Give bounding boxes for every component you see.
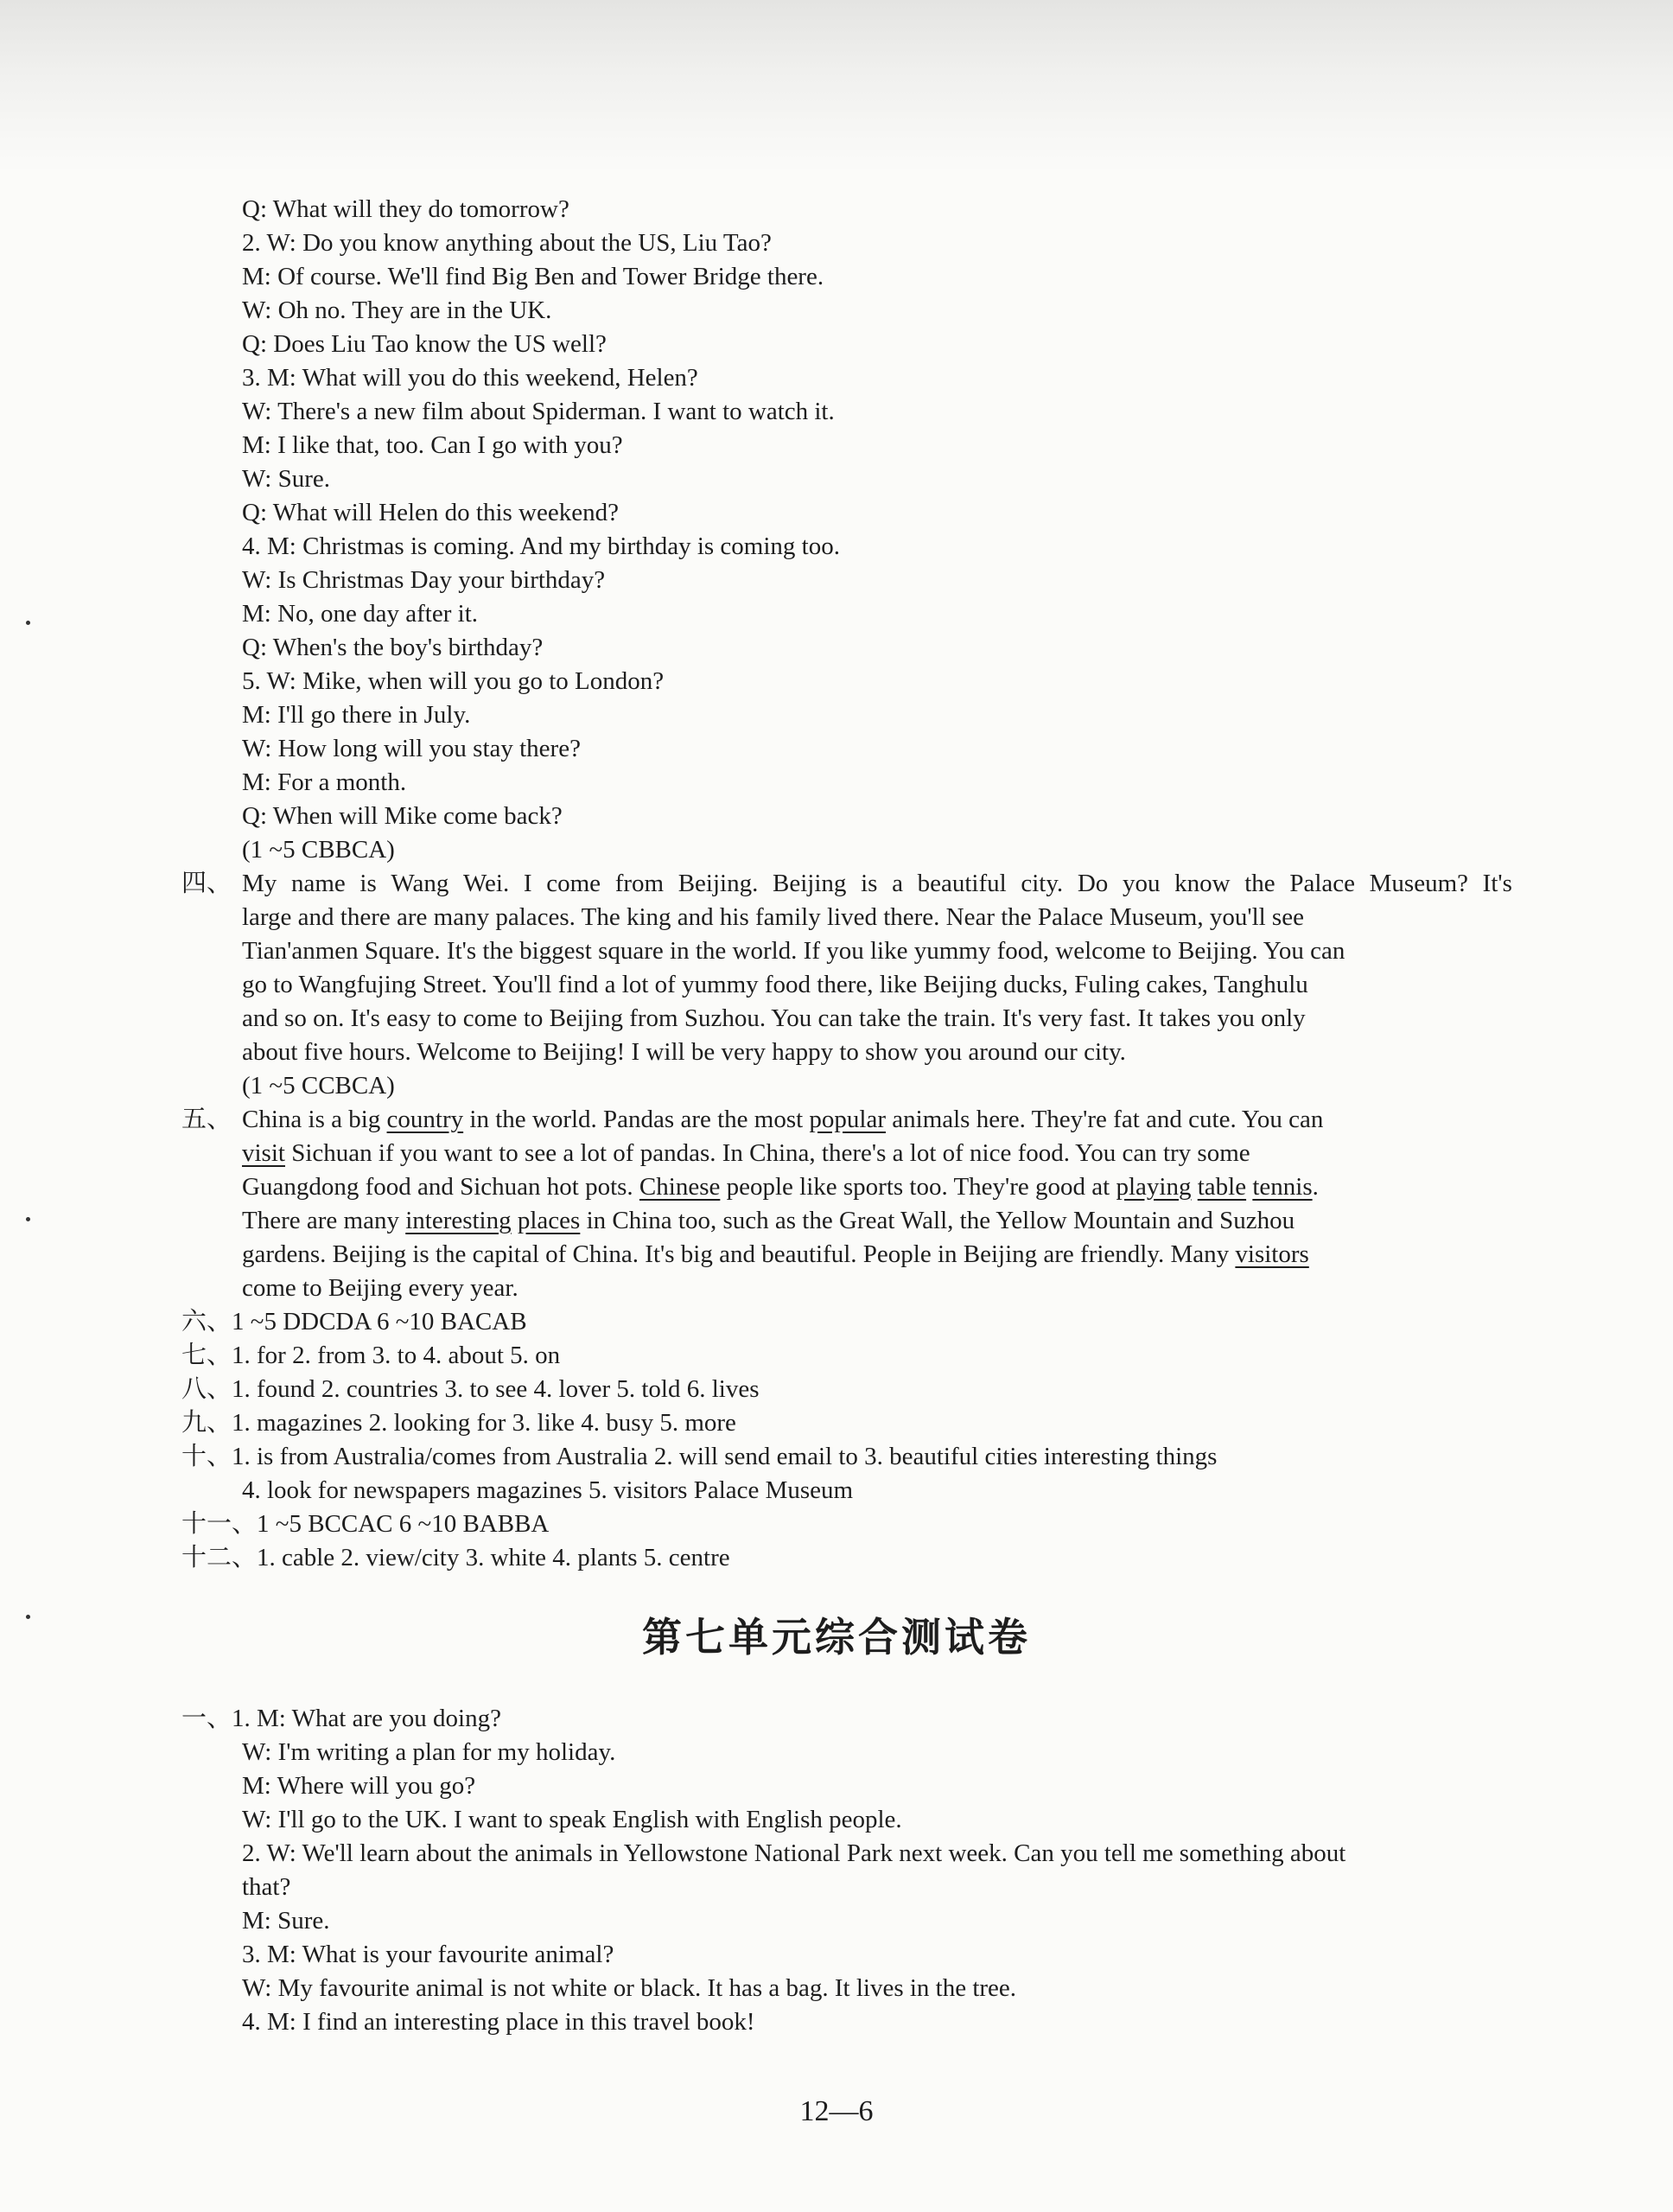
unit-7-line: W: I'll go to the UK. I want to speak English with English people.: [242, 1806, 902, 1833]
transcript-line: Q: Does Liu Tao know the US well?: [242, 330, 607, 358]
answer-word: visit: [242, 1139, 285, 1167]
page-number: 12—6: [799, 2095, 874, 2127]
transcript-line: Q: What will they do tomorrow?: [242, 195, 569, 223]
section-5-line: Guangdong food and Sichuan hot pots. Chinese people like sports too. They're good at playing table tennis.: [242, 1173, 1319, 1201]
transcript-line: Q: When will Mike come back?: [242, 802, 563, 830]
section-5-line: There are many interesting places in China too, such as the Great Wall, the Yellow Mountain and Suzhou: [242, 1207, 1295, 1234]
transcript-line: W: There's a new film about Spiderman. I want to watch it.: [242, 398, 835, 425]
transcript-line: M: Of course. We'll find Big Ben and Tower Bridge there.: [242, 263, 824, 290]
transcript-line: W: Is Christmas Day your birthday?: [242, 566, 606, 594]
transcript-line: 5. W: Mike, when will you go to London?: [242, 667, 665, 695]
section-5-line: gardens. Beijing is the capital of China. It's big and beautiful. People in Beijing are friendly. Many visitors: [242, 1240, 1309, 1268]
unit-7-line: M: Where will you go?: [242, 1772, 476, 1800]
answer-line: 九、1. magazines 2. looking for 3. like 4. busy 5. more: [181, 1409, 736, 1437]
unit-7-line: 4. M: I find an interesting place in this travel book!: [242, 2008, 755, 2036]
transcript-line: 3. M: What will you do this weekend, Helen?: [242, 364, 698, 392]
section-4-line: and so on. It's easy to come to Beijing from Suzhou. You can take the train. It's very fast. It takes you only: [242, 1004, 1306, 1032]
answer-line: 六、1 ~5 DDCDA 6 ~10 BACAB: [181, 1308, 527, 1335]
answer-word: places: [517, 1207, 581, 1234]
unit-7-line: that?: [242, 1873, 291, 1901]
unit-7-line: 一、1. M: What are you doing?: [181, 1705, 501, 1732]
transcript-line: 2. W: Do you know anything about the US, Liu Tao?: [242, 229, 772, 257]
section-4-line: Tian'anmen Square. It's the biggest square in the world. If you like yummy food, welcome to Beijing. You can: [242, 937, 1345, 965]
answer-word: visitors: [1235, 1240, 1309, 1268]
unit-7-title: 第七单元综合测试卷: [642, 1614, 1031, 1661]
section-4-line: go to Wangfujing Street. You'll find a lot of yummy food there, like Beijing ducks, Fuling cakes, Tanghulu: [242, 971, 1308, 998]
section-5-line: visit Sichuan if you want to see a lot of pandas. In China, there's a lot of nice food. You can try some: [242, 1139, 1250, 1167]
section-5-label: 五、: [181, 1106, 232, 1133]
transcript-line: Q: What will Helen do this weekend?: [242, 499, 619, 526]
unit-7-line: W: I'm writing a plan for my holiday.: [242, 1738, 616, 1766]
answer-line: 十二、1. cable 2. view/city 3. white 4. plants 5. centre: [181, 1544, 730, 1571]
unit-7-line: 2. W: We'll learn about the animals in Yellowstone National Park next week. Can you tell me something about: [242, 1839, 1346, 1867]
transcript-line: 4. M: Christmas is coming. And my birthday is coming too.: [242, 532, 840, 560]
transcript-line: W: Sure.: [242, 465, 331, 493]
section-4-label: 四、: [181, 870, 232, 897]
transcript-line: W: Oh no. They are in the UK.: [242, 296, 552, 324]
section-5-line: 五、 China is a big country in the world. Pandas are the most popular animals here. They're fat and cute. You can: [0, 1102, 1673, 1137]
answer-word: Chinese: [639, 1173, 721, 1201]
unit-7-line: W: My favourite animal is not white or black. It has a bag. It lives in the tree.: [242, 1974, 1017, 2002]
answer-word: table: [1197, 1173, 1247, 1201]
unit-7-line: 3. M: What is your favourite animal?: [242, 1941, 614, 1968]
transcript-line: Q: When's the boy's birthday?: [242, 634, 544, 661]
transcript-line: M: I'll go there in July.: [242, 701, 471, 729]
section-4-line: large and there are many palaces. The king and his family lived there. Near the Palace Museum, you'll see: [242, 903, 1304, 931]
unit-7-line: M: Sure.: [242, 1907, 330, 1935]
answer-line: 十、1. is from Australia/comes from Australia 2. will send email to 3. beautiful cities interesting things: [181, 1443, 1218, 1470]
transcript-line: M: For a month.: [242, 768, 407, 796]
answer-line: (1 ~5 CBBCA): [242, 836, 395, 864]
transcript-line: M: No, one day after it.: [242, 600, 479, 628]
answer-word: country: [386, 1106, 464, 1133]
transcript-line: W: How long will you stay there?: [242, 735, 581, 762]
answer-line: 十一、1 ~5 BCCAC 6 ~10 BABBA: [181, 1510, 550, 1538]
section-5-line: come to Beijing every year.: [242, 1274, 518, 1302]
answer-word: tennis: [1252, 1173, 1313, 1201]
section-4-line: about five hours. Welcome to Beijing! I will be very happy to show you around our city.: [242, 1038, 1126, 1066]
answer-line: (1 ~5 CCBCA): [242, 1072, 395, 1100]
answer-line: 八、1. found 2. countries 3. to see 4. lover 5. told 6. lives: [181, 1375, 760, 1403]
section-4-line: 四、 My name is Wang Wei. I come from Beijing. Beijing is a beautiful city. Do you know the Palace Museum? It's: [0, 866, 1673, 901]
transcript-line: M: I like that, too. Can I go with you?: [242, 431, 623, 459]
answer-word: playing: [1116, 1173, 1192, 1201]
answer-line: 七、1. for 2. from 3. to 4. about 5. on: [181, 1342, 561, 1369]
answer-word: popular: [809, 1106, 887, 1133]
answer-word: interesting: [405, 1207, 512, 1234]
answer-line: 4. look for newspapers magazines 5. visitors Palace Museum: [242, 1476, 854, 1504]
